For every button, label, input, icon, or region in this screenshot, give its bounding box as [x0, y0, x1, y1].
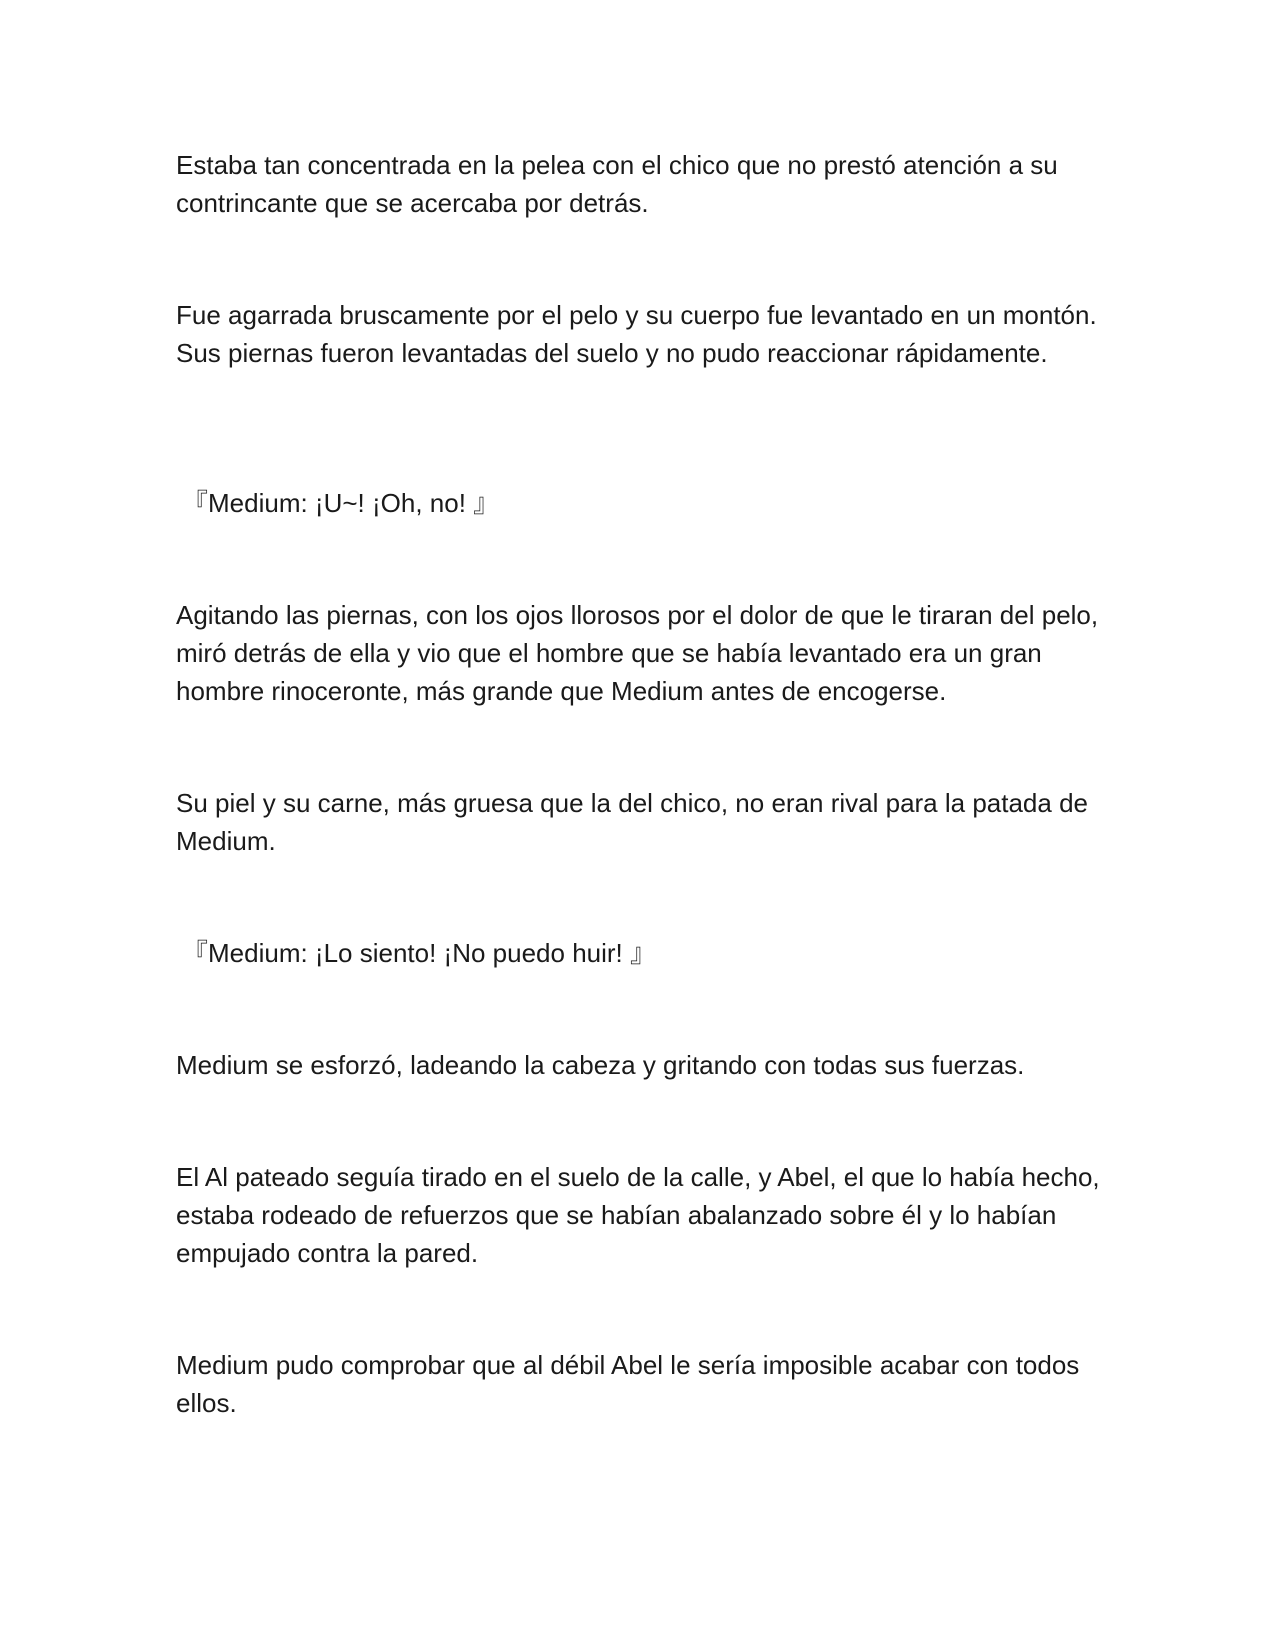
dialogue-line: 『Medium: ¡U~! ¡Oh, no! 』 [182, 488, 500, 518]
paragraph: Estaba tan concentrada en la pelea con el chico que no prestó atención a su contrincante que se acercaba por detrás. [176, 150, 1058, 218]
paragraph: Su piel y su carne, más gruesa que la del chico, no eran rival para la patada de Medium. [176, 788, 1088, 856]
paragraph: Medium pudo comprobar que al débil Abel le sería imposible acabar con todos ellos. [176, 1350, 1080, 1418]
paragraph: Fue agarrada bruscamente por el pelo y su cuerpo fue levantado en un montón. Sus piernas fueron levantadas del suelo y no pudo reaccionar rápidamente. [176, 300, 1097, 368]
paragraph: Medium se esforzó, ladeando la cabeza y gritando con todas sus fuerzas. [176, 1050, 1025, 1080]
dialogue-line: 『Medium: ¡Lo siento! ¡No puedo huir! 』 [182, 938, 656, 968]
paragraph: Agitando las piernas, con los ojos llorosos por el dolor de que le tiraran del pelo, miró detrás de ella y vio que el hombre que se había levantado era un gran hombre rinoceronte, más grande que Medium antes de encogerse. [176, 600, 1099, 706]
paragraph: El Al pateado seguía tirado en el suelo de la calle, y Abel, el que lo había hecho, estaba rodeado de refuerzos que se habían abalanzado sobre él y lo habían empujado contra la pared. [176, 1162, 1100, 1268]
